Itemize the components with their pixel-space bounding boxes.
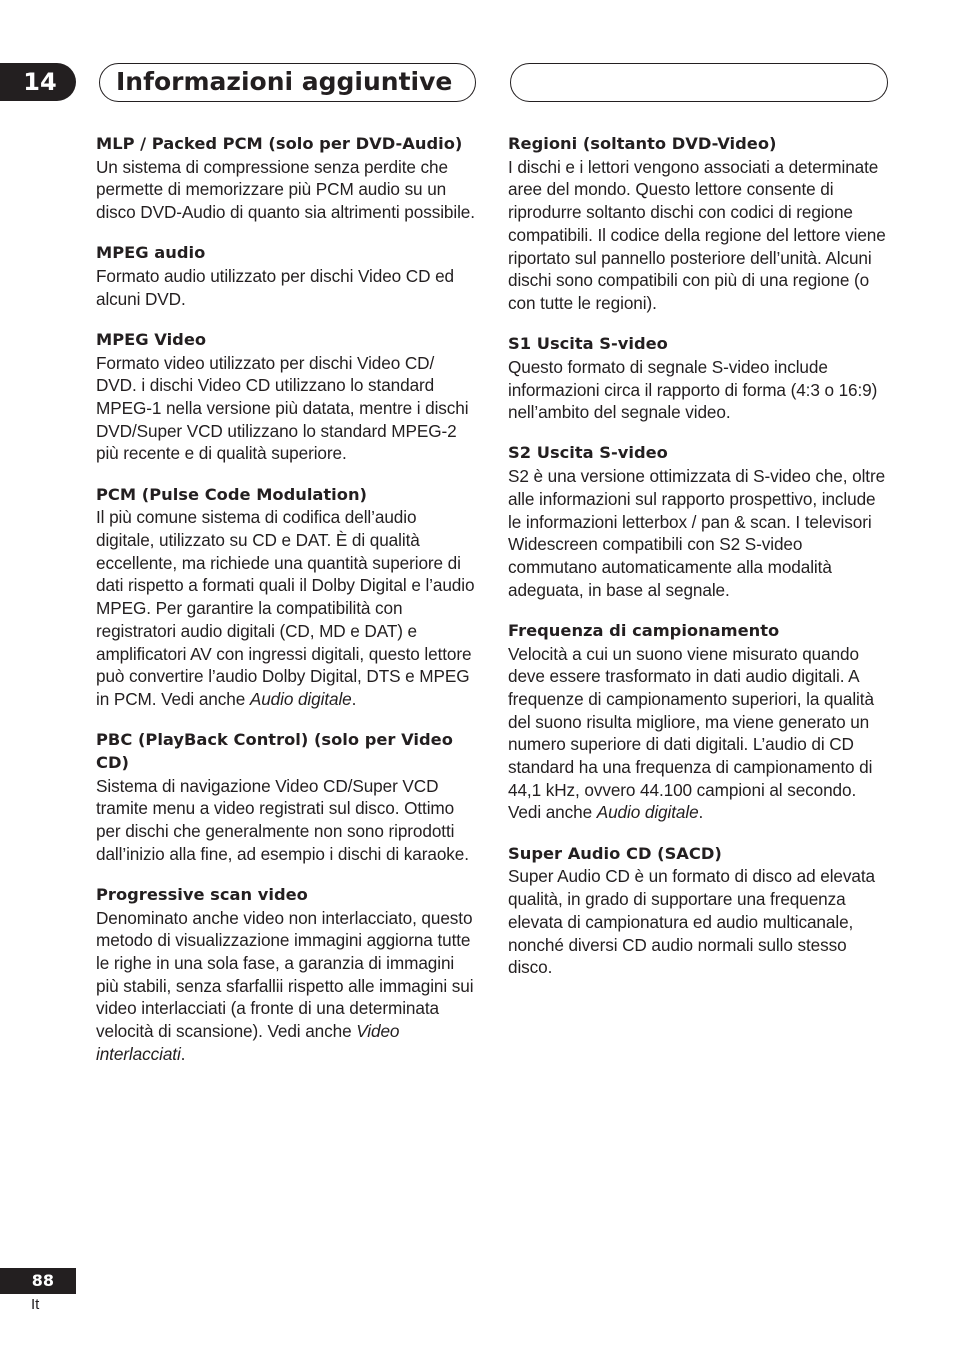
glossary-term: Super Audio CD (SACD) (508, 843, 722, 863)
right-column (508, 133, 890, 997)
glossary-entry (96, 133, 478, 224)
header-blank-frame (510, 63, 888, 102)
definition-tail: . (351, 688, 357, 709)
cross-reference: Audio digitale (596, 802, 699, 823)
glossary-definition: S2 è una versione ottimizzata di S-video che, oltre alle informazioni sul rapporto prospettivo, include le informazioni letterbox / pan & scan. I televisori Widescreen compatibili con S2 S-video commutano automaticamente alla modalità adeguata, in base al segnale. (508, 466, 886, 600)
glossary-term: Progressive scan video (96, 884, 308, 904)
language-code: It (31, 1296, 40, 1313)
section-title-frame (99, 63, 476, 102)
glossary-entry (508, 620, 890, 824)
glossary-term: PCM (Pulse Code Modulation) (96, 484, 367, 504)
chapter-number-badge: 14 (0, 63, 76, 101)
glossary-term: MPEG audio (96, 243, 206, 263)
page-number-badge: 88 (0, 1268, 76, 1294)
glossary-entry (96, 729, 478, 865)
glossary-entry (508, 133, 890, 315)
cross-reference: Video interlacciati (96, 1021, 400, 1064)
left-column (96, 133, 478, 1084)
cross-reference: Audio digitale (249, 688, 352, 709)
glossary-term: Frequenza di campionamento (508, 620, 780, 640)
definition-text: Il più comune sistema di codifica dell’audio digitale, utilizzato su CD e DAT. È di qualità eccellente, ma richiede una quantità superiore di dati rispetto a formati quali il Dolby Digital e l’audio MPEG. Per garantire la compatibilità con registratori audio digitali (CD, MD e DAT) e amplificatori AV con ingressi digitali, questo lettore può convertire l’audio Dolby Digital, DTS e MPEG in PCM. Vedi anche (96, 507, 475, 709)
glossary-definition (96, 907, 478, 1066)
glossary-entry (96, 884, 478, 1066)
glossary-term: S2 Uscita S-video (508, 443, 668, 463)
glossary-entry (508, 843, 890, 979)
glossary-term: S1 Uscita S-video (508, 334, 668, 354)
definition-tail: . (180, 1043, 186, 1064)
glossary-definition: Formato video utilizzato per dischi Video CD/ DVD. i dischi Video CD utilizzano lo standard MPEG-1 nella versione più datata, mentre i dischi DVD/Super VCD utilizzano lo standard MPEG-2 più recente e di qualità superiore. (96, 352, 469, 464)
definition-text: Denominato anche video non interlacciato, questo metodo di visualizzazione immagini aggiorna tutte le righe in una sola fase, a garanzia di immagini più stabili, senza sfarfallii rispetto alle immagini sui video interlacciati (a fronte di una determinata velocità di scansione). Vedi anche (96, 907, 474, 1042)
glossary-definition: Questo formato di segnale S-video include informazioni circa il rapporto di forma (4:3 o 16:9) nell’ambito del segnale video. (508, 356, 878, 423)
glossary-term: Regioni (soltanto DVD-Video) (508, 134, 777, 153)
definition-text: Velocità a cui un suono viene misurato quando deve essere trasformato in dati audio digitali. A frequenze di campionamento superiori, la qualità del suono risulta migliore, ma viene generato un numero superiore di dati digitali. L’audio di CD standard ha una frequenza di campionamento di 44,1 kHz, ovvero 44.100 campioni al secondo. Vedi anche (508, 643, 874, 823)
glossary-definition: Super Audio CD è un formato di disco ad elevata qualità, in grado di supportare una frequenza elevata di campionatura ed audio multicanale, nonché diversi CD audio normali sullo stesso disco. (508, 866, 875, 978)
glossary-definition (96, 506, 478, 710)
glossary-entry (508, 442, 890, 601)
glossary-definition (508, 643, 890, 825)
glossary-term: MLP / Packed PCM (solo per DVD-Audio) (96, 134, 463, 153)
glossary-entry (96, 484, 478, 711)
glossary-definition: Un sistema di compressione senza perdite che permette di memorizzare più PCM audio su un disco DVD-Audio di quanto sia altrimenti possibile. (96, 156, 475, 223)
page-title: Informazioni aggiuntive (116, 67, 453, 96)
glossary-entry (508, 333, 890, 424)
glossary-definition: I dischi e i lettori vengono associati a determinate aree del mondo. Questo lettore consente di riprodurre soltanto dischi con codici di regione compatibili. Il codice della regione del lettore viene riportato sul pannello posteriore dell’unità. Alcuni dischi sono compatibili con più di una regione (o con tutte le regioni). (508, 156, 886, 313)
glossary-term: PBC (PlayBack Control) (solo per Video CD) (96, 730, 453, 772)
glossary-definition: Sistema di navigazione Video CD/Super VCD tramite menu a video registrati sul disco. Ottimo per dischi che generalmente non sono riprodotti dall’inizio alla fine, ad esempio i dischi di karaoke. (96, 775, 469, 864)
definition-tail: . (698, 802, 704, 823)
glossary-entry (96, 329, 478, 465)
glossary-definition: Formato audio utilizzato per dischi Video CD ed alcuni DVD. (96, 266, 455, 309)
glossary-entry (96, 242, 478, 310)
glossary-term: MPEG Video (96, 329, 207, 349)
